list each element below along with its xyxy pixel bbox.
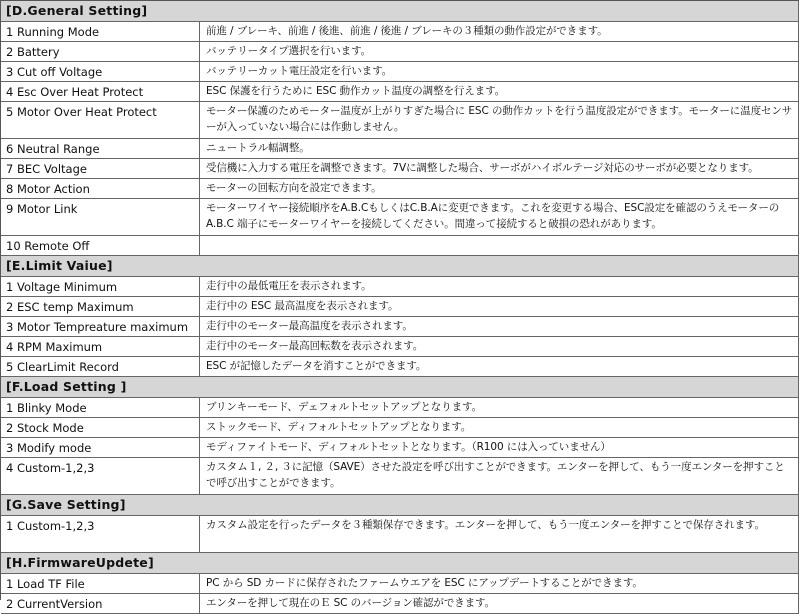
table-row	[1, 62, 799, 82]
table-row	[1, 317, 799, 337]
setting-name: 1 Blinky Mode	[1, 398, 200, 417]
setting-description: カスタム１, ２, ３に記憶（SAVE）させた設定を呼び出すことができます。エンターを押して、もう一度エンターを押すことで呼び出すことができます。	[200, 458, 799, 494]
setting-name: 1 Voltage Minimum	[1, 277, 200, 296]
section-header-general-setting: [D.General Setting]	[1, 1, 799, 22]
setting-description: 受信機に入力する電圧を調整できます。7Vに調整した場合、サーボがハイボルテージ対応のサーボが必要となります。	[200, 159, 799, 178]
table-row	[1, 357, 799, 377]
setting-description: 走行中の ESC 最高温度を表示されます。	[200, 297, 799, 316]
table-row	[1, 297, 799, 317]
setting-description: カスタム設定を行ったデータを３種類保存できます。エンターを押して、もう一度エンターを押すことで保存されます。	[200, 516, 799, 552]
table-row	[1, 418, 799, 438]
setting-name: 4 Custom-1,2,3	[1, 458, 200, 494]
table-row	[1, 594, 799, 614]
table-row	[1, 398, 799, 418]
setting-name: 7 BEC Voltage	[1, 159, 200, 178]
setting-description: ブリンキーモード、デェフォルトセットアップとなります。	[200, 398, 799, 417]
table-row	[1, 438, 799, 458]
setting-description: 走行中のモーター最高回転数を表示されます。	[200, 337, 799, 356]
setting-description	[200, 236, 799, 255]
table-row	[1, 199, 799, 236]
setting-description: ESC が記憶したデータを消すことができます。	[200, 357, 799, 376]
setting-description: バッテリーカット電圧設定を行います。	[200, 62, 799, 81]
setting-name: 5 ClearLimit Record	[1, 357, 200, 376]
setting-name: 1 Running Mode	[1, 22, 200, 41]
table-row	[1, 337, 799, 357]
setting-description: バッテリータイプ選択を行います。	[200, 42, 799, 61]
table-row	[1, 458, 799, 495]
table-row	[1, 42, 799, 62]
setting-name: 4 RPM Maximum	[1, 337, 200, 356]
table-row	[1, 102, 799, 139]
setting-name: 2 Battery	[1, 42, 200, 61]
setting-name: 10 Remote Off	[1, 236, 200, 255]
table-row	[1, 236, 799, 256]
table-row	[1, 159, 799, 179]
setting-description: ストックモード、ディフォルトセットアップとなります。	[200, 418, 799, 437]
setting-name: 4 Esc Over Heat Protect	[1, 82, 200, 101]
setting-description: PC から SD カードに保存されたファームウエアを ESC にアップデートすることができます。	[200, 574, 799, 593]
setting-name: 8 Motor Action	[1, 179, 200, 198]
setting-description: モーター保護のためモーター温度が上がりすぎた場合に ESC の動作カットを行う温度設定ができます。モーターに温度センサーが入っていない場合には作動しません。	[200, 102, 799, 138]
table-row	[1, 139, 799, 159]
setting-name: 3 Cut off Voltage	[1, 62, 200, 81]
setting-description: 走行中のモーター最高温度を表示されます。	[200, 317, 799, 336]
setting-name: 6 Neutral Range	[1, 139, 200, 158]
table-row	[1, 277, 799, 297]
setting-name: 1 Load TF File	[1, 574, 200, 593]
setting-description: ニュートラル幅調整。	[200, 139, 799, 158]
section-header-firmware-update: [H.FirmwareUpdete]	[1, 553, 799, 574]
setting-description: ESC 保護を行うために ESC 動作カット温度の調整を行えます。	[200, 82, 799, 101]
table-row	[1, 22, 799, 42]
table-row	[1, 82, 799, 102]
setting-description: 前進 / ブレーキ、前進 / 後進、前進 / 後進 / ブレーキの３種類の動作設定ができます。	[200, 22, 799, 41]
table-row	[1, 574, 799, 594]
setting-name: 2 ESC temp Maximum	[1, 297, 200, 316]
setting-name: 5 Motor Over Heat Protect	[1, 102, 200, 138]
setting-description: エンターを押して現在のＥ SC のバージョン確認ができます。	[200, 594, 799, 613]
section-header-limit-value: [E.Limit Vaiue]	[1, 256, 799, 277]
setting-description: 走行中の最低電圧を表示されます。	[200, 277, 799, 296]
setting-name: 2 Stock Mode	[1, 418, 200, 437]
setting-description: モーターの回転方向を設定できます。	[200, 179, 799, 198]
setting-name: 3 Motor Tempreature maximum	[1, 317, 200, 336]
setting-description: モーターワイヤー接続順序をA.B.CもしくはC.B.Aに変更できます。これを変更する場合、ESC設定を確認のうえモーターの A.B.C 端子にモーターワイヤーを接続してください。間違って接続すると破損の恐れがあります。	[200, 199, 799, 235]
setting-name: 9 Motor Link	[1, 199, 200, 235]
setting-description: モディファイトモード、ディフォルトセットとなります。（R100 には入っていません）	[200, 438, 799, 457]
setting-name: 3 Modify mode	[1, 438, 200, 457]
table-row	[1, 179, 799, 199]
section-header-save-setting: [G.Save Setting]	[1, 495, 799, 516]
setting-name: 2 CurrentVersion	[1, 594, 200, 613]
section-header-load-setting: [F.Load Setting ]	[1, 377, 799, 398]
table-row	[1, 516, 799, 553]
setting-name: 1 Custom-1,2,3	[1, 516, 200, 552]
